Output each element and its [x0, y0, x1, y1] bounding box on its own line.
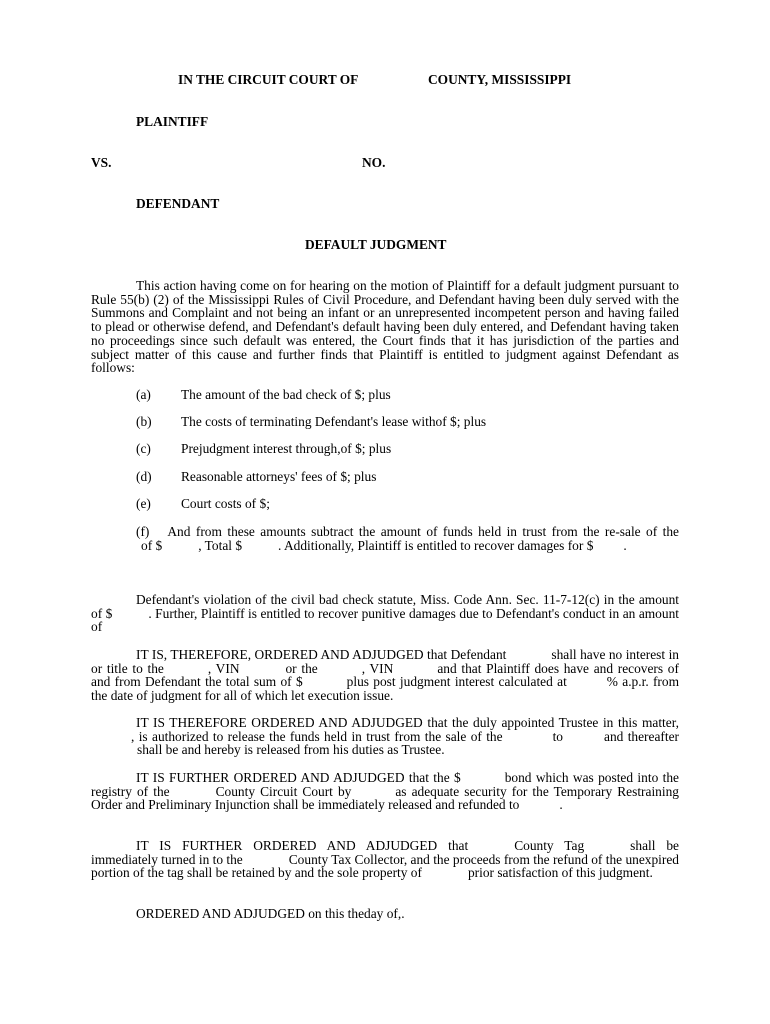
- item-c: (c) Prejudgment interest through,of $; plus: [136, 441, 392, 456]
- item-a: (a) The amount of the bad check of $; plus: [136, 387, 391, 402]
- court-name-prefix: IN THE CIRCUIT COURT OF: [178, 72, 359, 87]
- ordered-paragraph-1: IT IS, THEREFORE, ORDERED AND ADJUDGED that Defendant shall have no interest in or title to the , VIN or the , VIN and that Plaintiff does have and recovers of and from Defendant the total sum of $ plus post judgment interest calculated at % a.p.r. from the date of judgment for all of which let execution issue.: [91, 647, 680, 704]
- plaintiff-label: PLAINTIFF: [136, 114, 209, 129]
- intro-paragraph: This action having come on for hearing on the motion of Plaintiff for a default judgment pursuant to Rule 55(b) (2) of the Mississippi Rules of Civil Procedure, and Defendant having been duly served with the Summons and Complaint and not being an infant or an unrepresented incompetent person and having failed to plead or otherwise defend, and Defendant's default having been duly entered, and Defendant having taken no proceedings since such default was entered, the Court finds that it has jurisdiction of the parties and subject matter of this cause and further finds that Plaintiff is entitled to judgment against Defendant as follows:: [91, 278, 679, 376]
- item-b: (b) The costs of terminating Defendant's lease withof $; plus: [136, 414, 487, 429]
- case-number-label: NO.: [362, 155, 386, 170]
- violation-paragraph: Defendant's violation of the civil bad check statute, Miss. Code Ann. Sec. 11-7-12(c) in the amount of $ . Further, Plaintiff is entitled to recover punitive damages due to Defendant's conduct in an amount of: [91, 592, 679, 635]
- closing-line: ORDERED AND ADJUDGED on this theday of,.: [136, 906, 405, 921]
- defendant-label: DEFENDANT: [136, 196, 220, 211]
- ordered-paragraph-4: IT IS FURTHER ORDERED AND ADJUDGED that County Tag shall be immediately turned in to the County Tax Collector, and the proceeds from the refund of the unexpired portion of the tag shall be retained by and the sole property of prior satisfaction of this judgment.: [91, 838, 680, 881]
- item-d: (d) Reasonable attorneys' fees of $; plus: [136, 469, 377, 484]
- ordered-paragraph-2: IT IS THEREFORE ORDERED AND ADJUDGED that the duly appointed Trustee in this matter,, is authorized to release the funds held in trust from the sale of the to and thereaftershall be and hereby is released from his duties as Trustee.: [131, 715, 679, 758]
- versus-label: VS.: [91, 155, 112, 170]
- document-title: DEFAULT JUDGMENT: [305, 237, 447, 252]
- item-f-paragraph: (f) And from these amounts subtract the amount of funds held in trust from the re-sale of theof $ , Total $ . Additionally, Plaintiff is entitled to recover damages for $ .: [136, 524, 679, 553]
- court-name-suffix: COUNTY, MISSISSIPPI: [428, 72, 572, 87]
- item-e: (e) Court costs of $;: [136, 496, 270, 511]
- ordered-paragraph-3: IT IS FURTHER ORDERED AND ADJUDGED that the $ bond which was posted into the registry of the County Circuit Court by as adequate security for the Temporary Restraining Order and Preliminary Injunction shall be immediately released and refunded to .: [91, 770, 679, 813]
